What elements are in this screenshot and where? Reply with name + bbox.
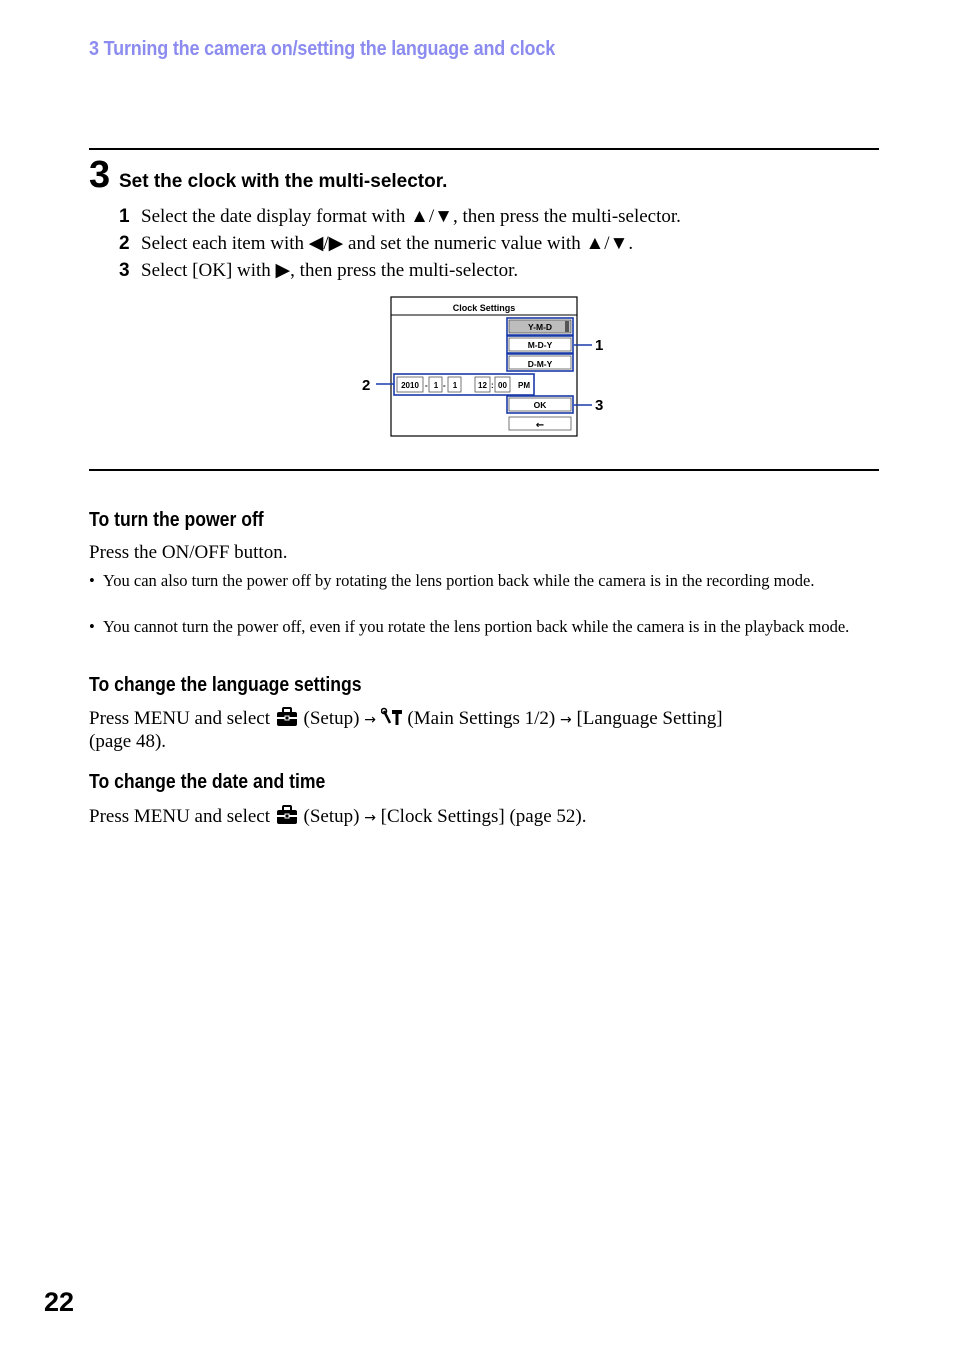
- power-off-bullet-1-text: You can also turn the power off by rotating the lens portion back while the camera is in the recording mode.: [103, 571, 815, 590]
- toolbox-icon: [275, 805, 299, 825]
- callout-2: 2: [362, 377, 371, 394]
- svg-text::: :: [491, 381, 494, 390]
- step-number: 3: [89, 154, 111, 196]
- substep-3-number: 3: [119, 260, 130, 281]
- back-arrow-icon: ←: [535, 420, 545, 431]
- language-target: [Language Setting]: [576, 708, 723, 729]
- hour-value: 12: [478, 381, 487, 390]
- ampm-value[interactable]: PM: [518, 381, 530, 390]
- day-value: 1: [452, 381, 458, 390]
- datetime-pre: Press MENU and select: [89, 806, 270, 827]
- datetime-line: [89, 805, 586, 828]
- substep-2: [119, 232, 633, 255]
- substep-3-text: Select [OK] with ▶, then press the multi-selector.: [141, 260, 519, 281]
- tools-icon: [381, 707, 403, 727]
- substep-1-number: 1: [119, 206, 130, 227]
- svg-text:-: -: [425, 381, 428, 390]
- power-off-bullet-2: • You cannot turn the power off, even if you rotate the lens portion back while the camera is in the playback mode.: [89, 616, 879, 637]
- right-arrow-icon: →: [559, 712, 572, 728]
- top-divider: [89, 148, 879, 150]
- format-label-ymd: Y-M-D: [527, 322, 553, 332]
- minute-value: 00: [498, 381, 507, 390]
- language-line-1: [89, 707, 723, 730]
- power-off-heading: To turn the power off: [89, 509, 264, 531]
- substep-2-text: Select each item with ◀/▶ and set the numeric value with ▲/▼.: [141, 233, 634, 254]
- power-off-bullet-1: • You can also turn the power off by rotating the lens portion back while the camera is in the recording mode.: [89, 570, 879, 591]
- callout-3: 3: [595, 397, 604, 414]
- screen-title: Clock Settings: [452, 303, 516, 313]
- substep-3: [119, 259, 518, 282]
- clock-settings-screen: [355, 290, 615, 442]
- language-main-settings: (Main Settings 1/2): [407, 708, 556, 729]
- substep-2-number: 2: [119, 233, 130, 254]
- callout-1: 1: [595, 337, 604, 354]
- format-label-dmy: D-M-Y: [527, 359, 553, 369]
- datetime-setup: (Setup): [303, 806, 360, 827]
- toolbox-icon: [275, 707, 299, 727]
- language-heading: To change the language settings: [89, 674, 362, 696]
- language-pre: Press MENU and select: [89, 708, 270, 729]
- language-setup: (Setup): [303, 708, 360, 729]
- step-title: Set the clock with the multi-selector.: [119, 171, 448, 192]
- format-label-mdy: M-D-Y: [527, 340, 553, 350]
- datetime-heading: To change the date and time: [89, 771, 326, 793]
- power-off-text: Press the ON/OFF button.: [89, 542, 288, 563]
- svg-text:-: -: [443, 381, 446, 390]
- substep-1: [119, 206, 681, 228]
- power-off-bullet-2-text: You cannot turn the power off, even if you rotate the lens portion back while the camera is in the playback mode.: [103, 617, 850, 636]
- page-header: 3 Turning the camera on/setting the language and clock: [89, 38, 556, 60]
- ok-label: OK: [533, 400, 547, 410]
- datetime-target: [Clock Settings] (page 52).: [380, 806, 587, 827]
- substep-1-text: Select the date display format with ▲/▼, then press the multi-selector.: [141, 206, 681, 227]
- year-value: 2010: [401, 381, 419, 390]
- right-arrow-icon: →: [364, 712, 376, 728]
- language-page-ref: (page 48).: [89, 731, 167, 752]
- page-number: 22: [44, 1287, 75, 1317]
- bottom-divider: [89, 469, 879, 471]
- right-arrow-icon: →: [364, 810, 376, 826]
- month-value: 1: [433, 381, 439, 390]
